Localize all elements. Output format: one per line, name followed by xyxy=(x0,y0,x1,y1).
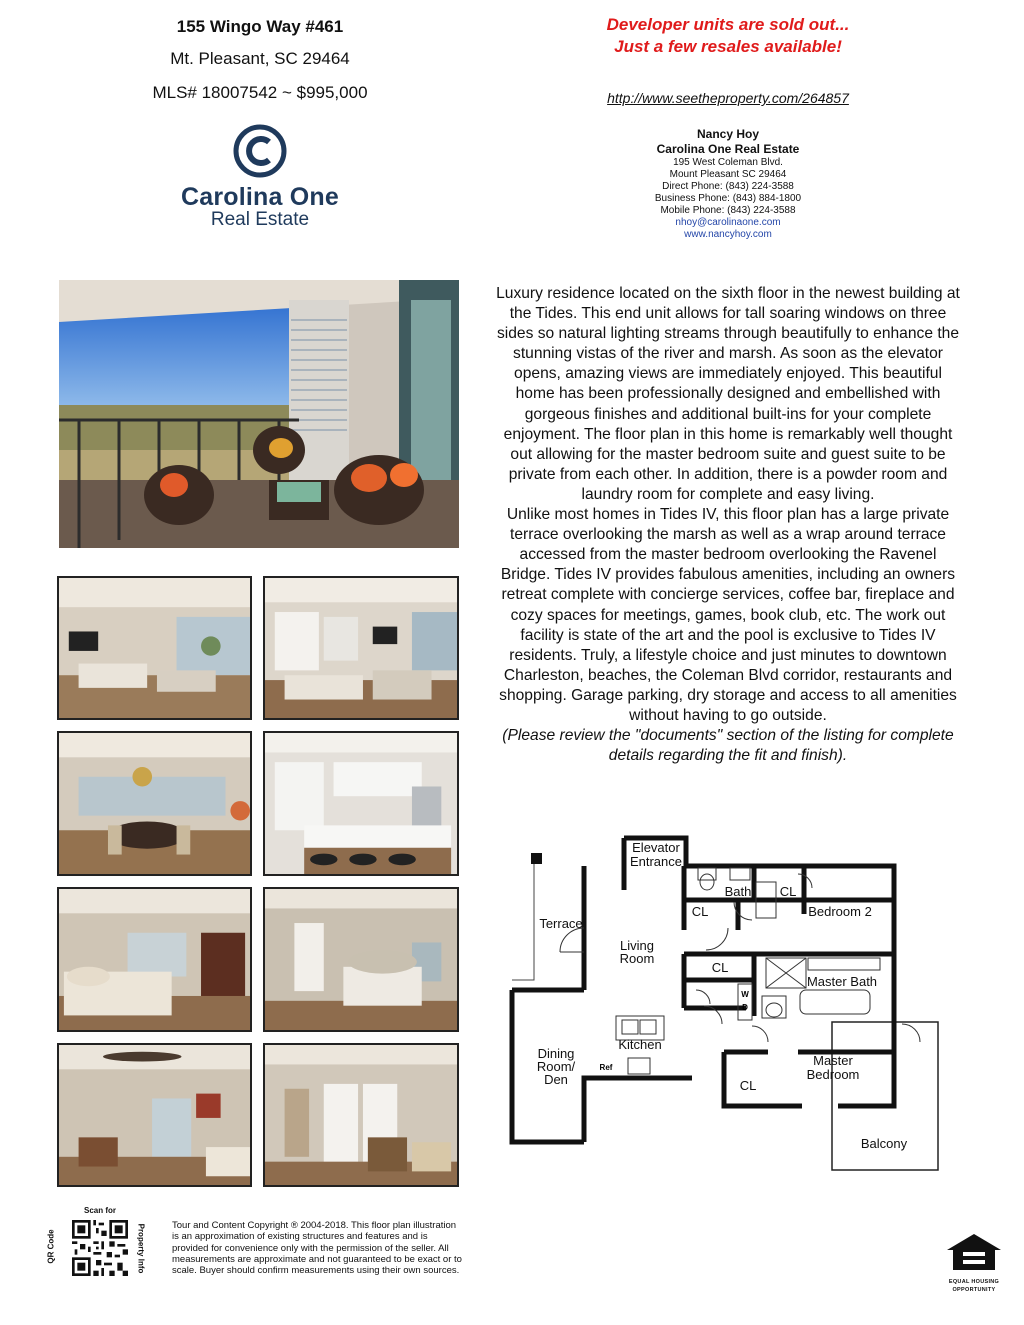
agent-email[interactable]: nhoy@carolinaone.com xyxy=(675,217,781,228)
qr-right-label: Property Info xyxy=(136,1223,146,1274)
fp-bedroom-2: Bedroom 2 xyxy=(808,904,872,919)
photo-kitchen xyxy=(263,731,459,876)
photo-hallway xyxy=(263,1043,459,1187)
agent-direct-phone: Direct Phone: (843) 224-3588 xyxy=(662,181,794,192)
agent-city: Mount Pleasant SC 29464 xyxy=(669,169,787,180)
eho-line-2: OPPORTUNITY xyxy=(952,1287,996,1293)
listing-description xyxy=(496,284,960,766)
agent-business-phone: Business Phone: (843) 884-1800 xyxy=(654,193,802,204)
fp-elevator: Elevator xyxy=(632,840,680,855)
fp-master-1: Master xyxy=(813,1053,853,1068)
equal-housing-icon xyxy=(945,1232,1003,1272)
photo-dining xyxy=(57,731,252,876)
fp-cl-2: CL xyxy=(691,904,709,919)
eho-line-1: EQUAL HOUSING xyxy=(948,1279,1000,1285)
fp-entrance: Entrance xyxy=(629,854,683,869)
fp-room: Room xyxy=(619,951,655,966)
main-photo-balcony xyxy=(59,280,459,548)
qr-block xyxy=(46,1206,148,1288)
fp-cl-1: CL xyxy=(779,884,797,899)
photo-living-room xyxy=(57,576,252,720)
fp-living: Living xyxy=(620,938,654,953)
logo-brand: Carolina One xyxy=(181,183,339,211)
logo-sub: Real Estate xyxy=(210,209,310,230)
address-line-1: 155 Wingo Way #461 xyxy=(176,17,344,36)
photo-master-bedroom xyxy=(57,887,252,1032)
agent-mobile-phone: Mobile Phone: (843) 224-3588 xyxy=(660,205,796,216)
promo-line-2: Just a few resales available! xyxy=(614,37,842,56)
fp-master-bath: Master Bath xyxy=(806,974,878,989)
qr-code-icon[interactable] xyxy=(72,1220,128,1276)
listing-header xyxy=(130,14,390,108)
description-body: Luxury residence located on the sixth floor in the newest building at the Tides. This end unit allows for tall soaring windows on three sides so natural lighting streams through beautifully to enhance the stunning vistas of the river and marsh. As soon as the elevator opens, amazing views are immediately enjoyed. This beautiful home has been professionally designed and embellished with gorgeous finishes and additional built-ins for your complete enjoyment. The floor plan in this home is remarkably well thought out allowing for the master bedroom suite and guest suite to be private from each other. In addition, there is a powder room and laundry room for complete and easy living. xyxy=(496,285,960,503)
fp-cl-3: CL xyxy=(711,960,729,975)
photo-great-room xyxy=(263,576,459,720)
copyright-c-icon xyxy=(233,124,287,178)
fp-balcony: Balcony xyxy=(860,1136,908,1151)
agent-name: Nancy Hoy xyxy=(696,127,760,141)
qr-top-label: Scan for xyxy=(83,1206,116,1215)
fp-cl-4: CL xyxy=(739,1078,757,1093)
promo-header xyxy=(560,14,896,106)
photo-bedroom-2 xyxy=(263,887,459,1032)
fp-master-2: Bedroom xyxy=(806,1067,860,1082)
agent-company: Carolina One Real Estate xyxy=(656,142,800,156)
fp-dining-1: Dining xyxy=(537,1046,575,1061)
fp-kitchen: Kitchen xyxy=(618,1037,662,1052)
fp-ref: Ref xyxy=(599,1063,613,1072)
fp-terrace: Terrace xyxy=(539,916,583,931)
equal-housing-logo xyxy=(944,1232,1004,1293)
promo-line-1: Developer units are sold out... xyxy=(606,15,850,34)
qr-left-label: QR Code xyxy=(46,1229,56,1264)
fp-dryer: D xyxy=(742,1003,748,1012)
mls-price: MLS# 18007542 ~ $995,000 xyxy=(152,83,368,102)
address-line-2: Mt. Pleasant, SC 29464 xyxy=(170,49,350,68)
floor-plan xyxy=(498,830,950,1174)
carolina-one-logo xyxy=(170,124,350,244)
property-link[interactable]: http://www.seetheproperty.com/264857 xyxy=(607,90,849,106)
description-note: (Please review the "documents" section of the listing for complete details regarding the fit and finish). xyxy=(502,727,954,765)
fp-bath: Bath xyxy=(724,884,752,899)
fp-washer: W xyxy=(741,990,749,999)
agent-street: 195 West Coleman Blvd. xyxy=(673,157,783,168)
description-body-2: Unlike most homes in Tides IV, this floor plan has a large private terrace overlooking the marsh as well as a wrap around terrace accessed from the master bedroom overlooking the Ravenel Bridge. Tides IV provides fabulous amenities, including an owners retreat complete with concierge services, coffee bar, fireplace and cozy spaces for meetings, games, book club, etc. The work out facility is state of the art and the pool is exclusive to Tides IV residents. Truly, a lifestyle choice and just minutes to downtown Charleston, beaches, the Coleman Blvd corridor, restaurants and shopping. Garage parking, dry storage and access to all amenities without having to go outside. xyxy=(499,506,957,724)
fp-dining-3: Den xyxy=(544,1072,568,1087)
agent-website[interactable]: www.nancyhoy.com xyxy=(684,229,772,240)
fp-dining-2: Room/ xyxy=(536,1059,576,1074)
copyright-text: Tour and Content Copyright ® 2004-2018. This floor plan illustration is an approximation of existing structures and features and is provided for convenience only with the permission of the seller. All measurements are approximate and not guaranteed to be exact or to scale. Buyer should confirm measurements using their own sources. xyxy=(172,1220,462,1277)
agent-contact xyxy=(600,127,856,241)
photo-den xyxy=(57,1043,252,1187)
